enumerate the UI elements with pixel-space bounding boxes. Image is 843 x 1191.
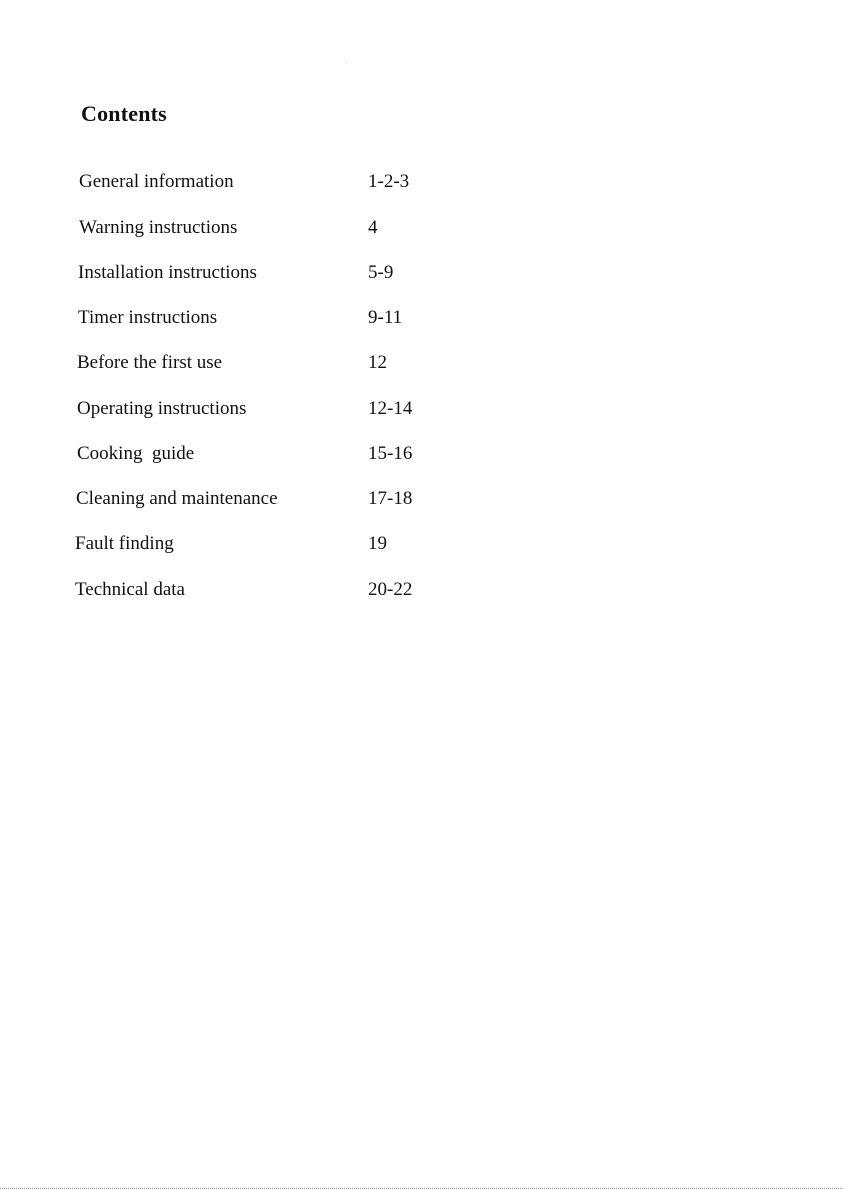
toc-page-number: 1-2-3 [368, 171, 410, 192]
toc-page-number: 12-14 [368, 398, 413, 419]
toc-page-number: 5-9 [368, 262, 394, 283]
toc-label: Operating instructions [77, 398, 247, 419]
toc-label: Fault finding [75, 533, 174, 554]
page-title: Contents [81, 100, 167, 126]
toc-label: Cleaning and maintenance [76, 488, 278, 509]
toc-page-number: 17-18 [368, 488, 413, 509]
toc-label: Timer instructions [78, 307, 218, 328]
toc-label: Technical data [75, 579, 185, 600]
toc-page-number: 15-16 [368, 443, 413, 464]
toc-label: Before the first use [77, 352, 223, 373]
bottom-edge-line [0, 1188, 843, 1189]
toc-label: General information [79, 171, 234, 192]
toc-label: Cooking guide [77, 443, 195, 464]
toc-page-number: 12 [368, 352, 387, 373]
toc-page-number: 9-11 [368, 307, 403, 328]
toc-page-number: 4 [368, 217, 378, 238]
toc-label: Warning instructions [79, 217, 238, 238]
toc-page-number: 19 [368, 533, 387, 554]
toc-label: Installation instructions [78, 262, 257, 283]
toc-page-number: 20-22 [368, 579, 413, 600]
